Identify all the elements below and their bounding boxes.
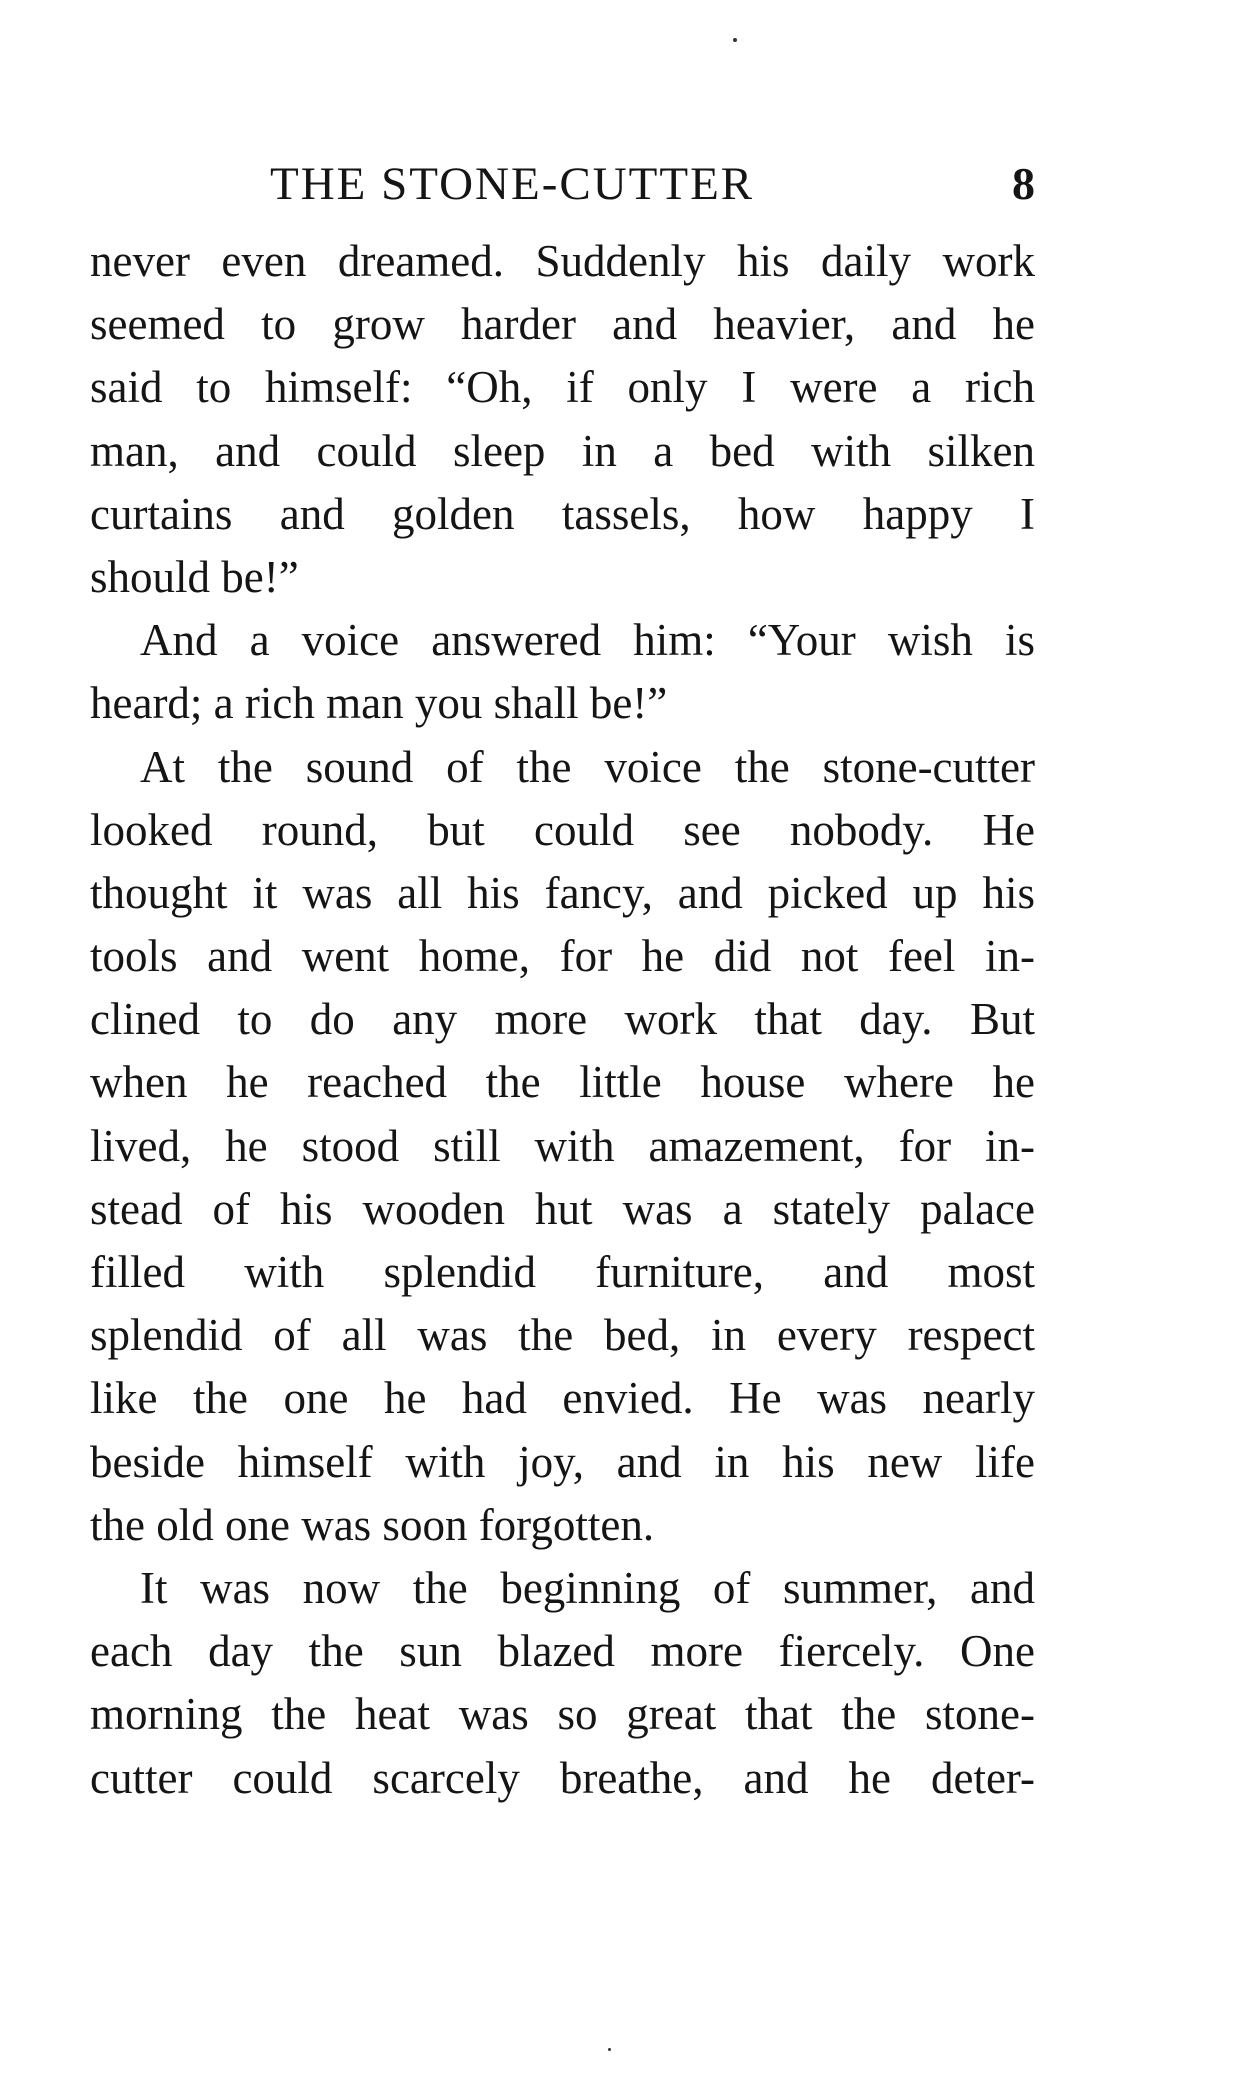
text-line: when he reached the little house where he [90, 1057, 1035, 1108]
text-line: looked round, but could see nobody. He [90, 804, 1035, 855]
text-line: heard; a rich man you shall be!” [90, 678, 668, 729]
text-line: It was now the beginning of summer, and [140, 1562, 1035, 1613]
text-line: lived, he stood still with amazement, for in- [90, 1120, 1035, 1171]
text-line: thought it was all his fancy, and picked up his [90, 867, 1035, 918]
text-line: stead of his wooden hut was a stately palace [90, 1183, 1035, 1234]
paragraph [90, 1557, 1035, 1810]
text-line: splendid of all was the bed, in every respect [90, 1310, 1035, 1361]
text-line: each day the sun blazed more fiercely. One [90, 1626, 1035, 1677]
text-line: seemed to grow harder and heavier, and he [90, 299, 1035, 350]
paragraph [90, 609, 1035, 735]
paragraph [90, 230, 1035, 609]
text-line: curtains and golden tassels, how happy I [90, 488, 1035, 539]
text-line: never even dreamed. Suddenly his daily work [90, 236, 1035, 286]
text-line: man, and could sleep in a bed with silken [90, 425, 1035, 476]
text-line: cutter could scarcely breathe, and he deter- [90, 1752, 1035, 1803]
paragraph [90, 736, 1035, 1557]
text-line: beside himself with joy, and in his new life [90, 1436, 1035, 1487]
print-speck-bottom [608, 2048, 611, 2051]
text-line: tools and went home, for he did not feel in- [90, 931, 1035, 982]
print-speck-top [733, 38, 737, 42]
page-number: 8 [1012, 158, 1035, 209]
text-line: clined to do any more work that day. But [90, 994, 1035, 1045]
running-header [90, 154, 1035, 214]
text-line: the old one was soon forgotten. [90, 1499, 655, 1550]
text-line: should be!” [90, 551, 299, 602]
text-line: And a voice answered him: “Your wish is [140, 615, 1035, 666]
text-line: said to himself: “Oh, if only I were a rich [90, 362, 1035, 413]
text-line: morning the heat was so great that the stone- [90, 1689, 1035, 1740]
body-text [90, 230, 1035, 1810]
text-line: like the one he had envied. He was nearly [90, 1373, 1035, 1424]
running-title: THE STONE-CUTTER [270, 158, 755, 210]
text-line: filled with splendid furniture, and most [90, 1247, 1035, 1297]
text-line: At the sound of the voice the stone-cutter [140, 741, 1035, 792]
